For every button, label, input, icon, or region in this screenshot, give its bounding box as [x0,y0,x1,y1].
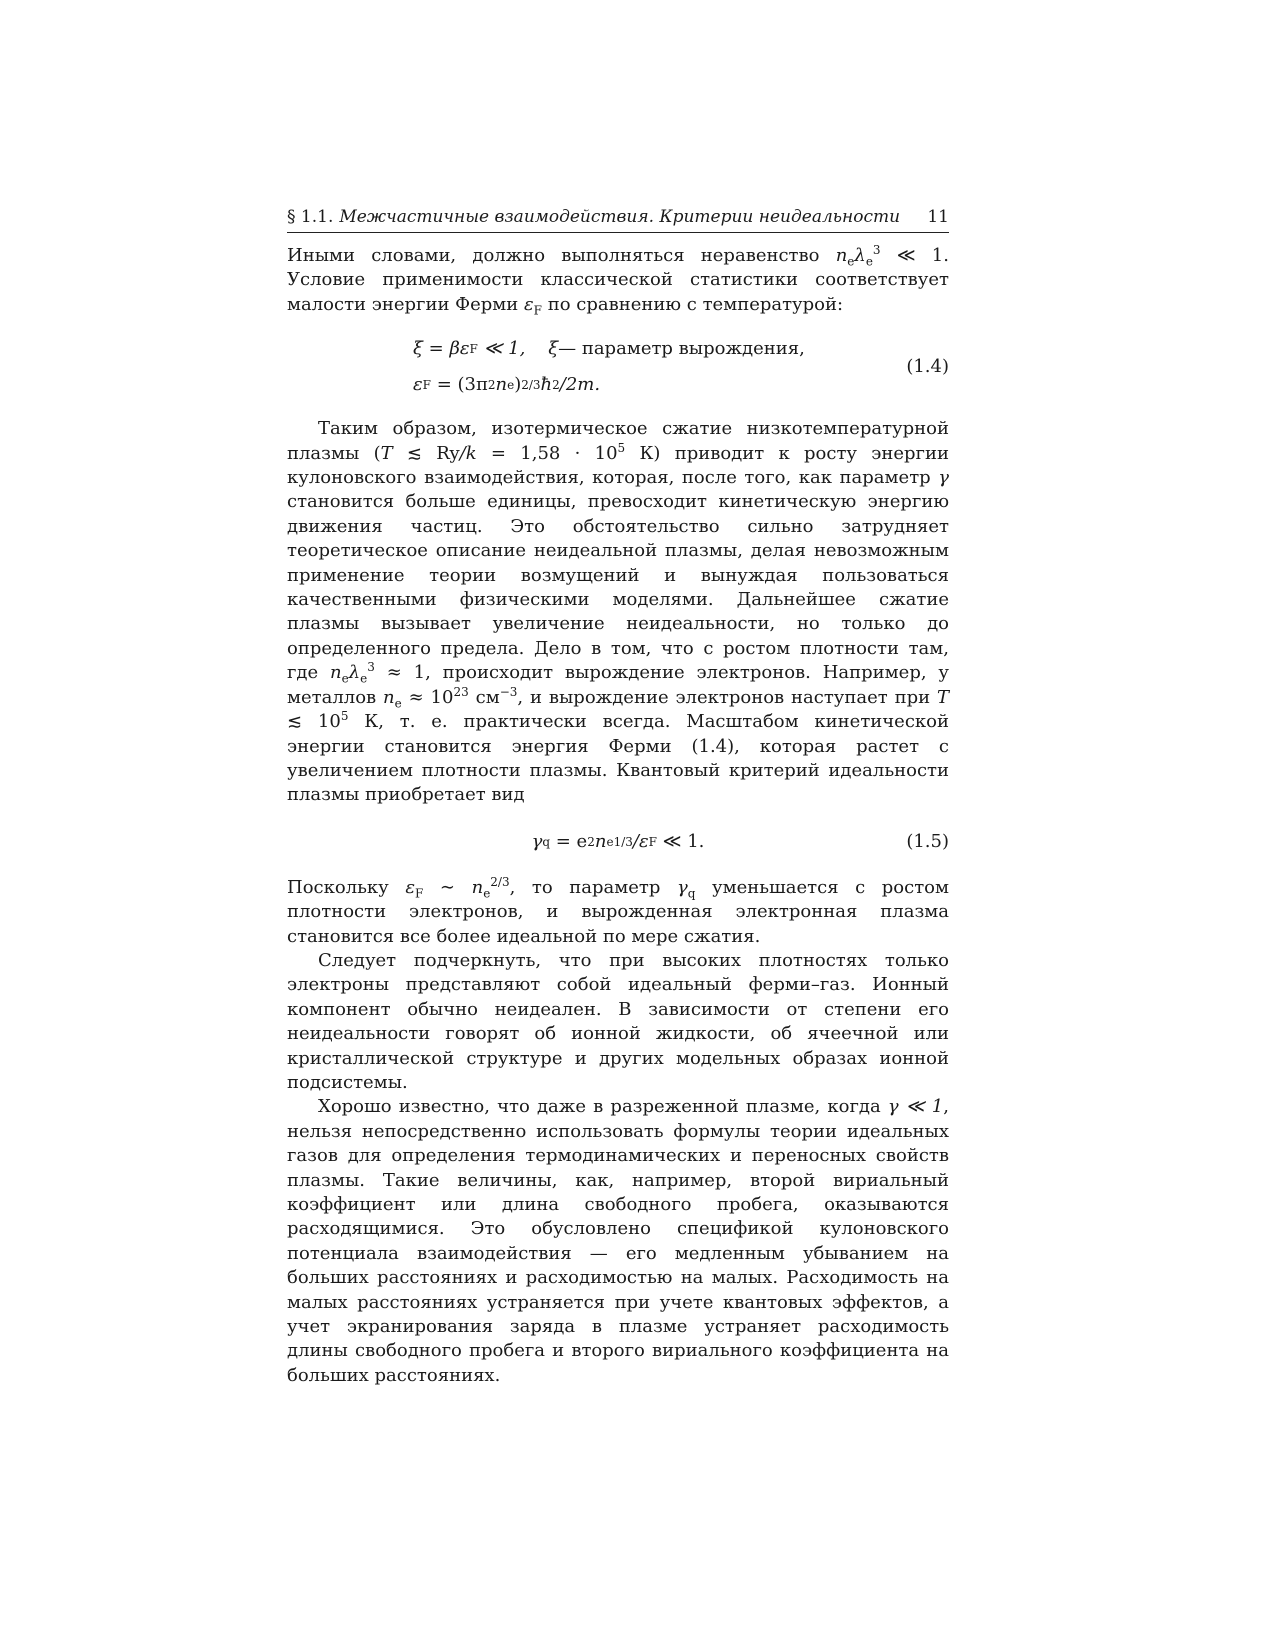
page [287,207,949,1388]
equation-number: (1.4) [906,356,949,378]
paragraph-3: Поскольку $\varepsilon_F$ ∼ $n_e^{2/3}$, то параметр $\gamma_q$ уменьшается с ростом плотности электронов, и вырожденная электронная плазма становится все более идеальной по мере сжатия. [287,874,950,947]
paragraph-4: Следует подчеркнуть, что при высоких плотностях только электроны представляют собой идеальный ферми–газ. Ионный компонент обычно неидеален. В зависимости от степени его неидеальности говорят об ионной жидкости, об ячеечной или кристаллической структуре и других модельных образах ионной подсистемы. [287,949,949,1093]
paragraph-1: Иными словами, должно выполняться неравенство $n_e\lambda_e^3$ ≪ 1. Условие применимости классической статистики соответствует малости энергии Ферми $\varepsilon_F$ по сравнению с температурой: [287,243,949,318]
running-head-title [287,207,900,227]
chapter-title: Межчастичные взаимодействия. Критерии неидеальности [339,207,901,227]
paragraph-5: Хорошо известно, что даже в разреженной плазме, когда γ ≪ 1, нельзя непосредственно использовать формулы теории идеальных газов для определения термодинамических и переносных свойств плазмы. Такие величины, как, например, второй вириальный коэффициент или длина свободного пробега, оказываются расходящимися. Это обусловлено спецификой кулоновского потенциала взаимодействия — его медленным убыванием на больших расстояниях и расходимостью на малых. Расходимость на малых расстояниях устраняется при учете квантовых эффектов, а учет экранирования заряда в плазме устраняет расходимость длины свободного пробега и второго вириального коэффициента на больших расстояниях. [287,1096,949,1386]
equation-1-4 [287,331,949,403]
equation-1-5: γ q = e 2 n e 1/3 /ε F ≪ 1. (1.5) [287,822,949,862]
page-number: 11 [927,207,949,227]
paragraph-2: Таким образом, изотермическое сжатие низкотемпературной плазмы (T ≲ $Ry/k = 1,58 \cdot 10^5$ К) приводит к росту энергии кулоновского взаимодействия, которая, после того, как параметр γ становится больше единицы, превосходит кинетическую энергию движения частиц. Это обстоятельство сильно затрудняет теоретическое описание неидеальной плазмы, делая невозможным применение теории возмущений и вынуждая пользоваться качественными физическими моделями. Дальнейшее сжатие плазмы вызывает увеличение неидеальности, но только до определенного предела. Дело в том, что с ростом плотности там, где $n_e\lambda_e^3 \approx 1$, происходит вырождение электронов. Например, у металлов $n_e \approx 10^{23}$ $см^{-3}$, и вырождение электронов наступает при T ≲ $10^5$ К, т. е. практически всегда. Масштабом кинетической энергии становится энергия Ферми (1.4), которая растет с увеличением плотности плазмы. Квантовый критерий идеальности плазмы приобретает вид [287,418,950,806]
equation-1-4-line-1: ξ = βε F ≪ 1, ξ — параметр вырождения, [413,338,805,360]
running-head [287,207,949,233]
equation-1-4-line-2: ε F = (3π 2 n e ) 2/3 ħ 2 /2m. [413,374,601,396]
section-number: § 1.1. [287,207,334,227]
equation-number: (1.5) [906,830,949,852]
